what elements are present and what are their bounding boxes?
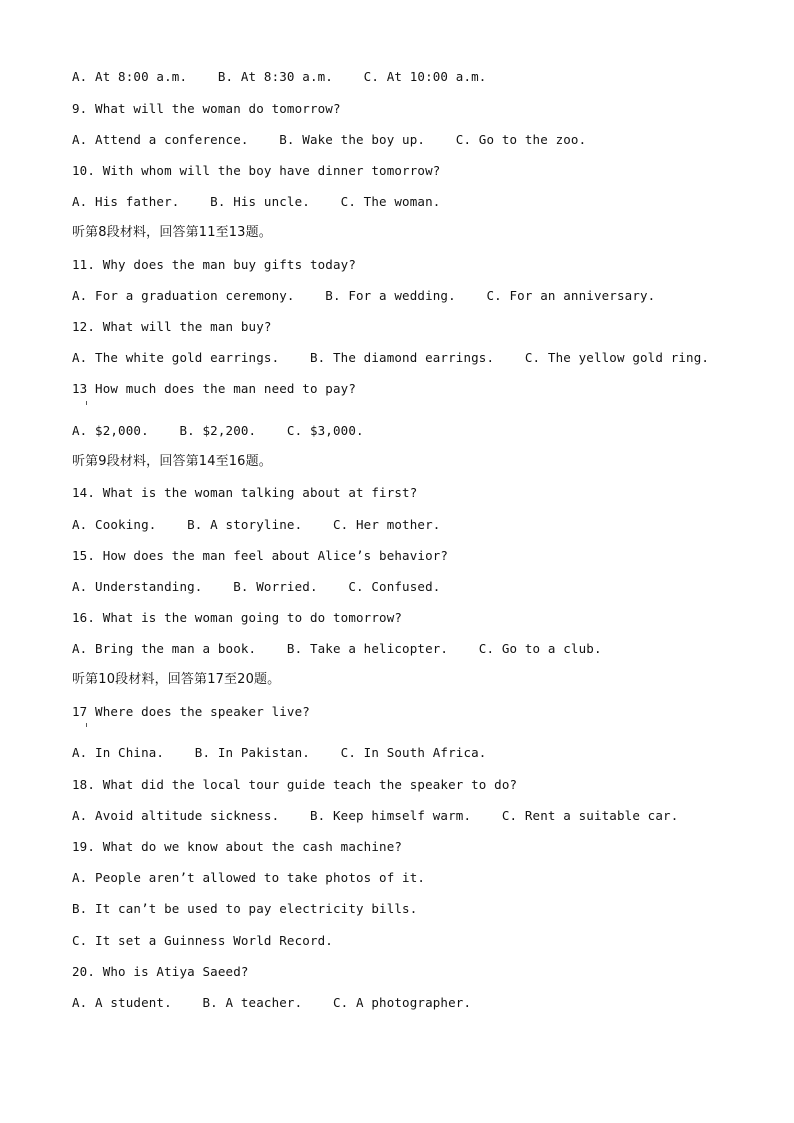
q13-options: A. $2,000. B. $2,200. C. $3,000. — [72, 423, 364, 438]
q13-question: 13 How much does the man need to pay? — [72, 381, 356, 396]
stray-mark — [86, 723, 87, 727]
q19-question: 19. What do we know about the cash machine? — [72, 839, 403, 854]
q19-option-c: C. It set a Guinness World Record. — [72, 933, 333, 948]
q18-question: 18. What did the local tour guide teach the speaker to do? — [72, 777, 518, 792]
q10-options: A. His father. B. His uncle. C. The woman. — [72, 194, 441, 209]
q11-question: 11. Why does the man buy gifts today? — [72, 257, 356, 272]
q14-question: 14. What is the woman talking about at first? — [72, 485, 418, 500]
q19-option-b: B. It can’t be used to pay electricity bills. — [72, 901, 418, 916]
q10-question: 10. With whom will the boy have dinner tomorrow? — [72, 163, 441, 178]
q12-question: 12. What will the man buy? — [72, 319, 272, 334]
stray-mark — [86, 401, 87, 405]
section-heading-9: 听第9段材料，回答第14至16题。 — [72, 454, 272, 469]
q11-options: A. For a graduation ceremony. B. For a wedding. C. For an anniversary. — [72, 288, 656, 303]
q8-options: A. At 8:00 a.m. B. At 8:30 a.m. C. At 10:00 a.m. — [72, 69, 487, 84]
section-heading-10: 听第10段材料，回答第17至20题。 — [72, 672, 281, 687]
q14-options: A. Cooking. B. A storyline. C. Her mother. — [72, 517, 441, 532]
q20-question: 20. Who is Atiya Saeed? — [72, 964, 249, 979]
q19-option-a: A. People aren’t allowed to take photos of it. — [72, 870, 426, 885]
q9-question: 9. What will the woman do tomorrow? — [72, 101, 341, 116]
q16-options: A. Bring the man a book. B. Take a helicopter. C. Go to a club. — [72, 641, 602, 656]
q17-question: 17 Where does the speaker live? — [72, 704, 310, 719]
q12-options: A. The white gold earrings. B. The diamond earrings. C. The yellow gold ring. — [72, 350, 710, 365]
q15-question: 15. How does the man feel about Alice’s behavior? — [72, 548, 449, 563]
q9-options: A. Attend a conference. B. Wake the boy up. C. Go to the zoo. — [72, 132, 587, 147]
q18-options: A. Avoid altitude sickness. B. Keep himself warm. C. Rent a suitable car. — [72, 808, 679, 823]
section-heading-8: 听第8段材料，回答第11至13题。 — [72, 225, 272, 240]
q17-options: A. In China. B. In Pakistan. C. In South Africa. — [72, 745, 487, 760]
q15-options: A. Understanding. B. Worried. C. Confused. — [72, 579, 441, 594]
q16-question: 16. What is the woman going to do tomorrow? — [72, 610, 403, 625]
q20-options: A. A student. B. A teacher. C. A photographer. — [72, 995, 472, 1010]
